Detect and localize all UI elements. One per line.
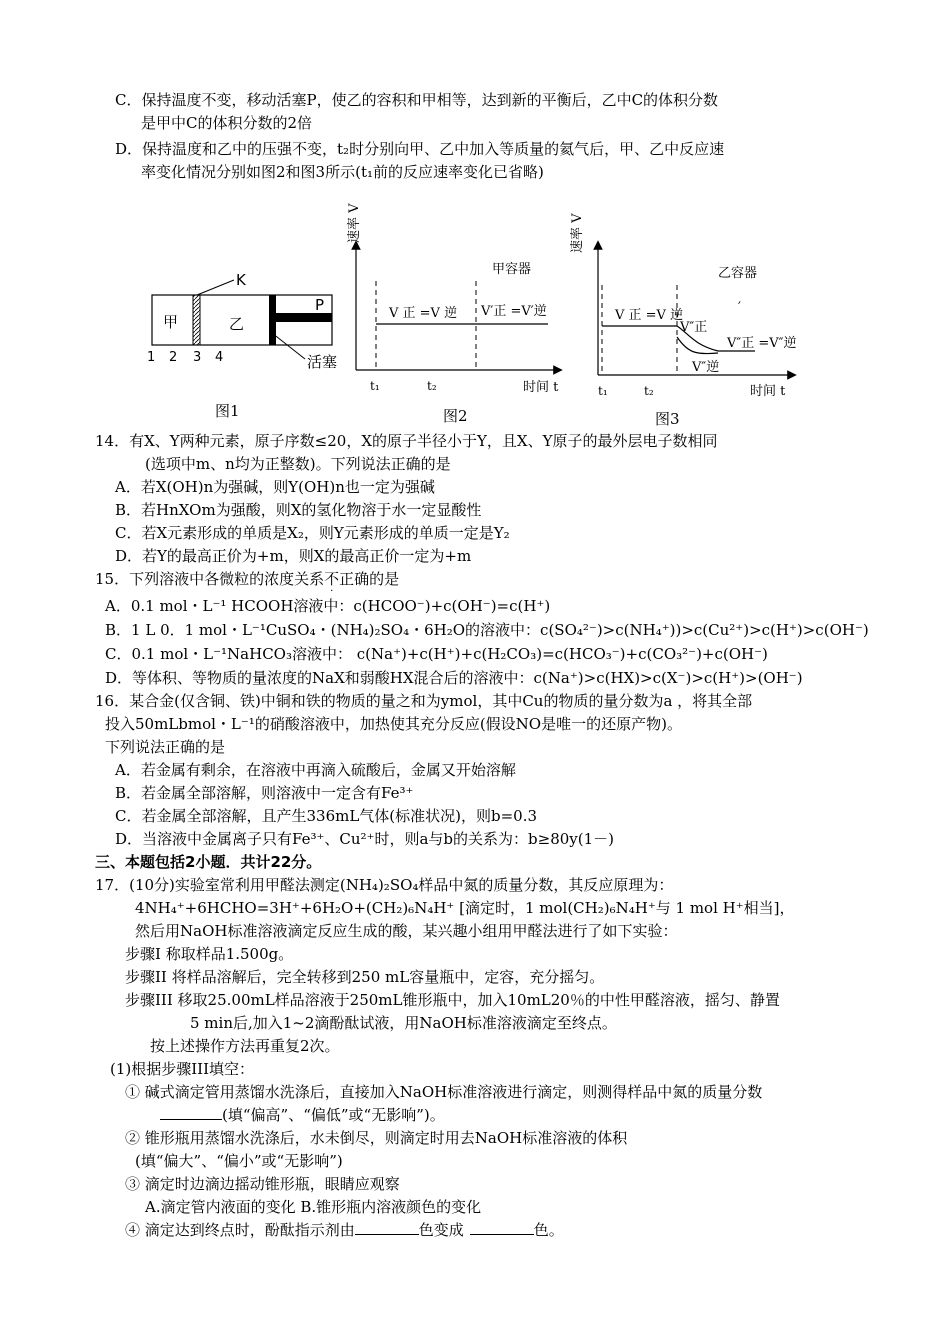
- q17-step-3-line1: 步骤III 移取25.00mL样品溶液于250mL锥形瓶中，加入10mL20％的中性甲醛溶液，摇匀、静置: [125, 991, 780, 1009]
- fig3-v-ni-label: V″逆: [692, 360, 720, 375]
- q17-step-2: 步骤II 将样品溶解后，完全转移到250 mL容量瓶中，定容，充分摇匀。: [125, 968, 605, 986]
- emphasis-dot-icon: ·: [330, 586, 334, 597]
- fig3-rate-label-before: V 正 =V 逆: [615, 308, 684, 323]
- fig3-container-label: 乙容器: [718, 266, 758, 281]
- fig2-container-label: 甲容器: [492, 262, 532, 277]
- fig3-y-label: 速率 V: [570, 213, 585, 253]
- fig3-x-label: 时间 t: [750, 384, 786, 399]
- q13-option-c-line2: 是甲中C的体积分数的2倍: [141, 114, 313, 132]
- q17-stem-line1: 17．(10分)实验室常利用甲醛法测定(NH₄)₂SO₄样品中氮的质量分数，其反应原理为：: [95, 876, 674, 894]
- figure-1-apparatus: [135, 255, 350, 380]
- q15-stem-emphasis: [324, 570, 340, 597]
- fig2-x-label: 时间 t: [523, 380, 559, 395]
- section-3-heading: 三、本题包括2小题．共计22分。: [95, 853, 322, 871]
- q17-stem-line3: 然后用NaOH标准溶液滴定反应生成的酸，某兴趣小组用甲醛法进行了如下实验：: [135, 922, 678, 940]
- q17-item-2-line2: (填“偏大”、“偏小”或“无影响”): [135, 1152, 343, 1170]
- q14-option-d: D．若Y的最高正价为+m，则X的最高正价一定为+m: [115, 547, 472, 565]
- fig3-t1-label: t₁: [598, 384, 608, 398]
- fig1-tick-4: 4: [215, 350, 224, 365]
- q17-item-4: [125, 1220, 564, 1240]
- fig2-rate-label-before: V 正 =V 逆: [389, 306, 458, 321]
- q16-stem-line3: 下列说法正确的是: [105, 738, 226, 756]
- q17-item-4-middle: 色变成: [418, 1221, 464, 1239]
- q17-repeat-note: 按上述操作方法再重复2次。: [150, 1037, 340, 1055]
- q15-option-a: A．0.1 mol・L⁻¹ HCOOH溶液中：c(HCOO⁻)+c(OH⁻)=c(H⁺): [105, 597, 551, 615]
- q17-part-1-heading: (1)根据步骤III填空：: [110, 1060, 255, 1078]
- fig1-jia-label: 甲: [163, 313, 179, 331]
- answer-blank-color-to[interactable]: [470, 1234, 534, 1235]
- fig3-rate-label-after: V″正 =V″逆: [727, 336, 797, 351]
- q17-item-3-choices: A.滴定管内液面的变化 B.锥形瓶内溶液颜色的变化: [145, 1198, 482, 1216]
- fig1-tick-3: 3: [193, 350, 202, 365]
- answer-blank-1[interactable]: [160, 1119, 222, 1120]
- fig2-y-label: 速率 V: [347, 203, 362, 243]
- fig1-yi-label: 乙: [229, 315, 245, 333]
- q17-item-3-line1: ③ 滴定时边滴边摇动锥形瓶，眼睛应观察: [125, 1175, 400, 1193]
- q17-item-4-start: ④ 滴定达到终点时，酚酞指示剂由: [125, 1221, 355, 1239]
- q16-option-d: D．当溶液中金属离子只有Fe³⁺、Cu²⁺时，则a与b的关系为：b≥80y(1－): [115, 830, 615, 848]
- q16-stem-line2: 投入50mLbmol・L⁻¹的硝酸溶液中，加热使其充分反应(假设NO是唯一的还原产物)。: [105, 715, 682, 733]
- fig3-t2-label: t₂: [644, 384, 654, 398]
- fig2-t1-label: t₁: [370, 379, 380, 393]
- fig1-tick-2: 2: [169, 350, 178, 365]
- q14-stem-line2: (选项中m、n均为正整数)。下列说法正确的是: [145, 455, 451, 473]
- q13-option-c-line1: C．保持温度不变，移动活塞P，使乙的容积和甲相等，达到新的平衡后，乙中C的体积分数: [115, 91, 719, 109]
- fig3-v-zheng-label: V″正: [680, 320, 708, 335]
- q16-option-a: A．若金属有剩余，在溶液中再滴入硫酸后，金属又开始溶解: [115, 761, 516, 779]
- q17-step-1: 步骤I 称取样品1.500g。: [125, 945, 294, 963]
- q17-item-1-line2: [160, 1105, 445, 1125]
- q15-stem: [95, 569, 400, 597]
- figure-2-caption: 图2: [443, 407, 468, 425]
- q17-item-4-end: 色。: [533, 1221, 564, 1239]
- q13-option-d-line1: D．保持温度和乙中的压强不变，t₂时分别向甲、乙中加入等质量的氦气后，甲、乙中反应速: [115, 140, 725, 158]
- q14-option-b: B．若HnXOm为强酸，则X的氢化物溶于水一定显酸性: [115, 501, 482, 519]
- q15-stem-emphasis-text: 不: [324, 570, 340, 588]
- q17-reaction-equation: 4NH₄⁺+6HCHO=3H⁺+6H₂O+(CH₂)₆N₄H⁺ [滴定时，1 mol(CH₂)₆N₄H⁺与 1 mol H⁺相当]，: [135, 899, 795, 917]
- figure-1-caption: 图1: [215, 402, 240, 420]
- fig1-piston-label: 活塞: [307, 353, 338, 371]
- q14-option-c: C．若X元素形成的单质是X₂，则Y元素形成的单质一定是Y₂: [115, 524, 510, 542]
- q17-step-3-line2: 5 min后,加入1~2滴酚酞试液，用NaOH标准溶液滴定至终点。: [190, 1014, 617, 1032]
- q15-option-d: D．等体积、等物质的量浓度的NaX和弱酸HX混合后的溶液中：c(Na⁺)>c(HX)>c(X⁻)>c(H⁺)>(OH⁻): [105, 669, 803, 687]
- q15-stem-end: 正确的是: [339, 570, 400, 588]
- figure-3-caption: 图3: [655, 410, 680, 428]
- answer-blank-color-from[interactable]: [355, 1234, 419, 1235]
- q14-option-a: A．若X(OH)n为强碱，则Y(OH)n也一定为强碱: [115, 478, 435, 496]
- fig2-rate-label-after: V′正 =V′逆: [481, 304, 547, 319]
- q14-stem-line1: 14．有X、Y两种元素，原子序数≤20，X的原子半径小于Y，且X、Y原子的最外层电子数相同: [95, 432, 718, 450]
- fig2-t2-label: t₂: [427, 379, 437, 393]
- figure-2-rate-graph: [340, 195, 580, 400]
- fig3-mark: ′: [738, 300, 741, 315]
- q15-stem-start: 15．下列溶液中各微粒的浓度关系: [95, 570, 325, 588]
- fig1-p-label: P: [315, 296, 325, 314]
- fig1-k-label: K: [236, 271, 246, 289]
- fig1-tick-1: 1: [147, 350, 156, 365]
- q13-option-d-line2: 率变化情况分别如图2和图3所示(t₁前的反应速率变化已省略): [141, 163, 544, 181]
- q16-option-c: C．若金属全部溶解，且产生336mL气体(标准状况)，则b=0.3: [115, 807, 538, 825]
- q17-item-1-hint: (填“偏高”、“偏低”或“无影响”)。: [222, 1106, 445, 1124]
- figure-3-rate-graph: [570, 195, 805, 405]
- q17-item-1-line1: ① 碱式滴定管用蒸馏水洗涤后，直接加入NaOH标准溶液进行滴定，则测得样品中氮的质量分数: [125, 1083, 763, 1101]
- q15-option-b: B．1 L 0．1 mol・L⁻¹CuSO₄・(NH₄)₂SO₄・6H₂O的溶液中：c(SO₄²⁻)>c(NH₄⁺))>c(Cu²⁺)>c(H⁺)>c(OH⁻): [105, 621, 869, 639]
- q16-stem-line1: 16．某合金(仅含铜、铁)中铜和铁的物质的量之和为ymol，其中Cu的物质的量分数为a ，将其全部: [95, 692, 753, 710]
- q15-option-c: C．0.1 mol・L⁻¹NaHCO₃溶液中： c(Na⁺)+c(H⁺)+c(H₂CO₃)=c(HCO₃⁻)+c(CO₃²⁻)+c(OH⁻): [105, 645, 768, 663]
- q17-item-2-line1: ② 锥形瓶用蒸馏水洗涤后，水未倒尽，则滴定时用去NaOH标准溶液的体积: [125, 1129, 628, 1147]
- q16-option-b: B．若金属全部溶解，则溶液中一定含有Fe³⁺: [115, 784, 414, 802]
